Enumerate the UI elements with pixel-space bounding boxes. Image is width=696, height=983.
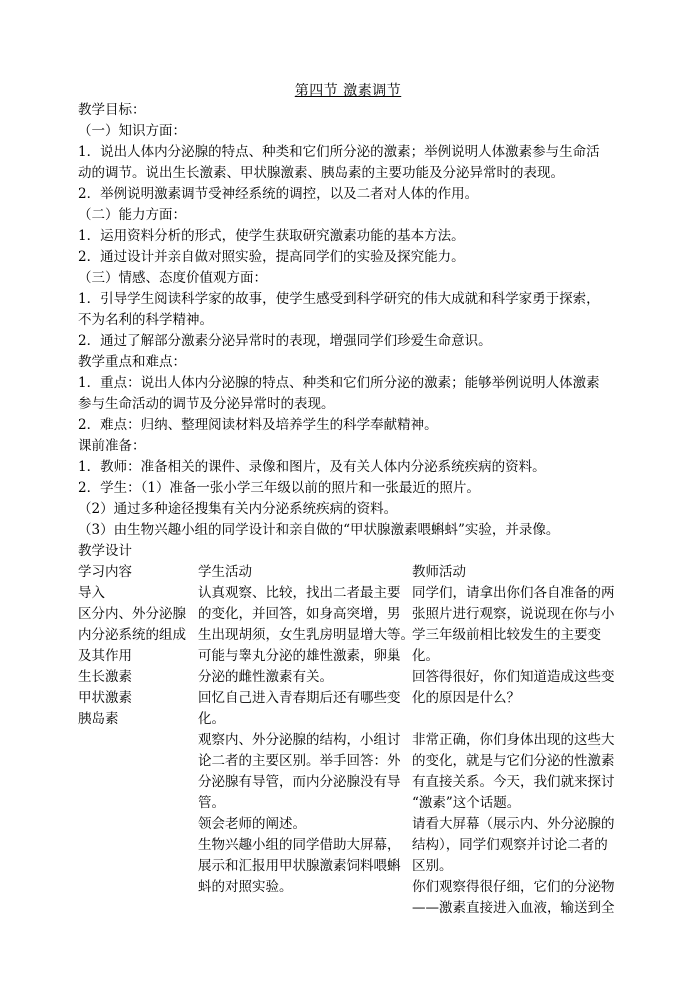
table-cell-line: 化。	[412, 648, 439, 664]
table-cell-line: ——激素直接进入血液，输送到全	[412, 900, 615, 916]
text-line: 1．教师：准备相关的课件、录像和图片，及有关人体内分泌系统疾病的资料。	[78, 459, 546, 475]
table-cell-line: 请看大屏幕（展示内、外分泌腺的	[412, 816, 615, 832]
text-line: 教学重点和难点：	[78, 354, 186, 370]
table-cell-line: 学三年级前相比较发生的主要变	[412, 627, 601, 643]
text-line: 动的调节。说出生长激素、甲状腺激素、胰岛素的主要功能及分泌异常时的表现。	[78, 165, 564, 181]
table-cell-line: 化。	[198, 711, 225, 727]
text-line: （3）由生物兴趣小组的同学设计和亲自做的“甲状腺激素喂蝌蚪”实验，并录像。	[78, 522, 560, 538]
table-cell-line: 蚪的对照实验。	[198, 879, 293, 895]
text-line: 1．运用资料分析的形式，使学生获取研究激素功能的基本方法。	[78, 228, 465, 244]
text-line: 教学目标：	[78, 102, 146, 118]
text-line: 2．举例说明激素调节受神经系统的调控，以及二者对人体的作用。	[78, 186, 479, 202]
text-line: 2．难点：归纳、整理阅读材料及培养学生的科学奉献精神。	[78, 417, 438, 433]
table-cell-line: “激素”这个话题。	[412, 795, 521, 811]
table-cell-line: 的变化，就是与它们分泌的性激素	[412, 753, 615, 769]
table-cell-line: 领会老师的阐述。	[198, 816, 306, 832]
table-cell-line: 胰岛素	[78, 711, 119, 727]
text-line: 1．重点：说出人体内分泌腺的特点、种类和它们所分泌的激素；能够举例说明人体激素	[78, 375, 600, 391]
text-line: （三）情感、态度价值观方面：	[78, 270, 267, 286]
text-line: （二）能力方面：	[78, 207, 186, 223]
table-header: 教师活动	[412, 564, 466, 580]
table-cell-line: 论二者的主要区别。举手回答：外	[198, 753, 401, 769]
table-cell-line: 区分内、外分泌腺	[78, 606, 186, 622]
table-cell-line: 内分泌系统的组成	[78, 627, 186, 643]
page-title: 第四节 激素调节	[294, 83, 402, 99]
table-cell-line: 区别。	[412, 858, 453, 874]
table-cell-line: 管。	[198, 795, 225, 811]
text-line: 2．通过了解部分激素分泌异常时的表现，增强同学们珍爱生命意识。	[78, 333, 492, 349]
table-cell-line: 展示和汇报用甲状腺激素饲料喂蝌	[198, 858, 401, 874]
table-cell-line: 你们观察得很仔细，它们的分泌物	[412, 879, 615, 895]
table-cell-line: 生长激素	[78, 669, 132, 685]
table-header: 学习内容	[78, 564, 132, 580]
table-cell-line: 观察内、外分泌腺的结构，小组讨	[198, 732, 401, 748]
table-cell-line: 生物兴趣小组的同学借助大屏幕，	[198, 837, 401, 853]
table-cell-line: 有直接关系。今天，我们就来探讨	[412, 774, 615, 790]
text-line: 教学设计	[78, 543, 132, 559]
text-line: 2．通过设计并亲自做对照实验，提高同学们的实验及探究能力。	[78, 249, 465, 265]
text-line: （一）知识方面：	[78, 123, 186, 139]
text-line: 1．引导学生阅读科学家的故事，使学生感受到科学研究的伟大成就和科学家勇于探索，	[78, 291, 600, 307]
table-cell-line: 生出现胡须，女生乳房明显增大等。	[198, 627, 414, 643]
table-cell-line: 同学们，请拿出你们各自准备的两	[412, 585, 615, 601]
text-line: 不为名利的科学精神。	[78, 312, 213, 328]
table-cell-line: 及其作用	[78, 648, 132, 664]
table-cell-line: 回忆自己进入青春期后还有哪些变	[198, 690, 401, 706]
table-cell-line: 回答得很好，你们知道造成这些变	[412, 669, 615, 685]
text-line: 2．学生：（1）准备一张小学三年级以前的照片和一张最近的照片。	[78, 480, 480, 496]
table-cell-line: 的变化，并回答，如身高突增，男	[198, 606, 401, 622]
text-line: 参与生命活动的调节及分泌异常时的表现。	[78, 396, 335, 412]
table-cell-line: 可能与睾丸分泌的雄性激素，卵巢	[198, 648, 401, 664]
table-cell-line: 分泌腺有导管，而内分泌腺没有导	[198, 774, 401, 790]
text-line: 1．说出人体内分泌腺的特点、种类和它们所分泌的激素；举例说明人体激素参与生命活	[78, 144, 600, 160]
text-line: （2）通过多种途径搜集有关内分泌系统疾病的资料。	[78, 501, 398, 517]
table-header: 学生活动	[198, 564, 252, 580]
table-cell-line: 张照片进行观察，说说现在你与小	[412, 606, 615, 622]
text-line: 课前准备：	[78, 438, 146, 454]
table-cell-line: 分泌的雌性激素有关。	[198, 669, 333, 685]
table-cell-line: 认真观察、比较，找出二者最主要	[198, 585, 401, 601]
table-cell-line: 甲状激素	[78, 690, 132, 706]
table-cell-line: 非常正确，你们身体出现的这些大	[412, 732, 615, 748]
table-cell-line: 导入	[78, 585, 105, 601]
table-cell-line: 化的原因是什么？	[412, 690, 520, 706]
table-cell-line: 结构），同学们观察并讨论二者的	[412, 837, 608, 853]
